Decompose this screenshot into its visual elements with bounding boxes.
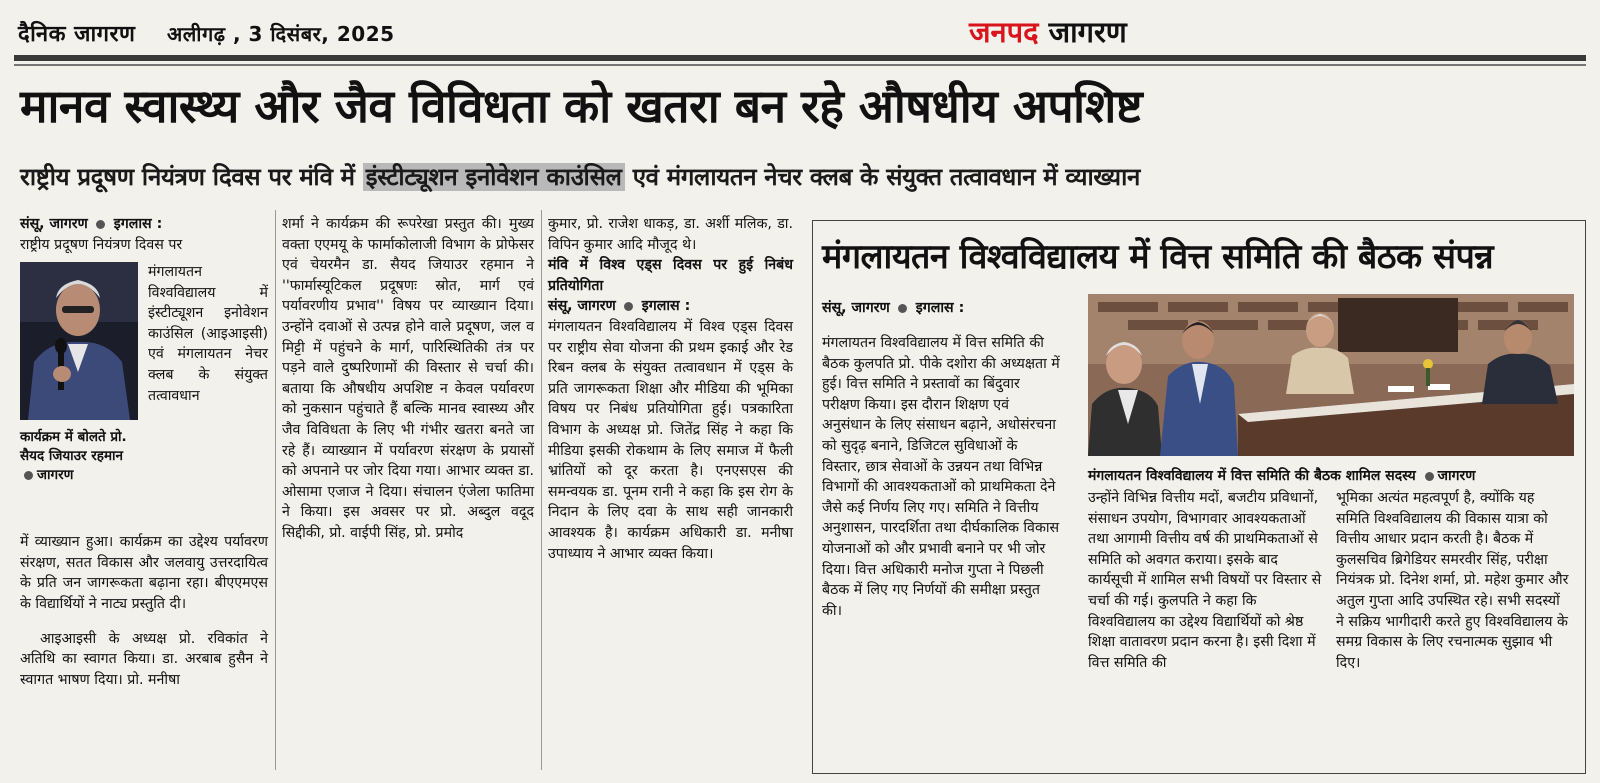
column-divider xyxy=(541,210,542,770)
story1-col3-para1: कुमार, प्रो. राजेश धाकड़, डा. अर्शी मलिक, डा. विपिन कुमार आदि मौजूद थे। xyxy=(548,216,793,253)
aids-story-body: मंगलायतन विश्वविद्यालय में विश्व एड्स दिवस पर राष्ट्रीय सेवा योजना की प्रथम इकाई और रेड रिबन क्लब के संयुक्त तत्वावधान में एड्स के प्रति जागरूकता शिक्षा और मीडिया की भूमिका विषय पर निबंध प्रतियोगिता हुई। पत्रकारिता विभाग के अध्यक्ष प्रो. जितेंद्र सिंह ने कहा कि मीडिया इसकी रोकथाम के लिए समाज में फैली भ्रांतियों को दूर करता है। एनएसएस की समन्वयक डा. पूनम रानी ने कहा कि इस रोग के निदान के लिए दवा के साथ सही जानकारी आवश्यक है। कार्यक्रम अधिकारी डा. मनीषा उपाध्याय ने आभार व्यक्त किया। xyxy=(548,318,793,562)
story1-column1-bottom xyxy=(20,518,268,705)
finance-photo-caption xyxy=(1088,466,1574,486)
aids-dateline xyxy=(548,296,793,317)
story1-column2: शर्मा ने कार्यक्रम की रूपरेखा प्रस्तुत की। मुख्य वक्ता एएमयू के फार्माकोलाजी विभाग के प्रोफेसर एवं चेयरमैन डा. सैयद जियाउर रहमान ने ''फार्मास्यूटिकल प्रदूषणः स्रोत, मार्ग एवं पर्यावरणीय प्रभाव'' विषय पर व्याख्यान दिया। उन्होंने दवाओं से उत्पन्न होने वाले प्रदूषण, जल व मिट्टी में पहुंचने के मार्ग, पारिस्थितिकी तंत्र पर पड़ने वाले दुष्परिणामों की विस्तार से चर्चा की। बताया कि औषधीय अपशिष्ट न केवल पर्यावरण को नुकसान पहुंचाते हैं बल्कि मानव स्वास्थ्य और जैव विविधता के लिए भी गंभीर खतरा बनते जा रहे हैं। व्याख्यान में पर्यावरण संरक्षण के प्रयासों को अपनाने पर जोर दिया गया। आभार व्यक्त डा. ओसामा एजाज ने दिया। संचालन एंजेला फातिमा ने किया। इस अवसर पर प्रो. अब्दुल वदूद सिद्दीकी, प्रो. वाईपी सिंह, प्रो. प्रमोद xyxy=(282,216,534,541)
speaker-photo-image xyxy=(20,262,138,420)
masthead-left xyxy=(18,18,395,48)
column-divider xyxy=(275,210,276,770)
finance-dateline xyxy=(822,298,1060,319)
bullet-dot-icon xyxy=(96,220,105,229)
caption1-credit: जागरण xyxy=(37,467,74,483)
story1-column1-top xyxy=(20,214,268,255)
finance-meeting-photo-image xyxy=(1088,294,1574,456)
section-title-red: जनपद xyxy=(969,15,1039,49)
story1-dateline xyxy=(20,214,268,235)
story1-intro: राष्ट्रीय प्रदूषण नियंत्रण दिवस पर xyxy=(20,236,183,253)
story1-para2: आइआइसी के अध्यक्ष प्रो. रविकांत ने अतिथि का स्वागत किया। डा. अरबाब हुसैन ने स्वागत भाषण दिया। प्रो. मनीषा xyxy=(20,630,268,688)
masthead-rule xyxy=(14,55,1586,61)
aids-day-subtitle: मंवि में विश्व एड्स दिवस पर हुई निबंध प्रतियोगिता xyxy=(548,257,793,294)
finance-col1-body: मंगलायतन विश्वविद्यालय में वित्त समिति की बैठक कुलपति प्रो. पीके दशोरा की अध्यक्षता में हुई। वित्त समिति ने प्रस्तावों का बिंदुवार परीक्षण किया। इस दौरान शिक्षण एवं अनुसंधान के लिए संसाधन बढ़ाने, अधोसंरचना को सुदृढ़ बनाने, डिजिटल सुविधाओं के विस्तार, छात्र सेवाओं के उन्नयन तथा विभिन्न विभागों की आवश्यकताओं को प्राथमिकता देने जैसे कई निर्णय लिए गए। समिति ने वित्तीय अनुशासन, पारदर्शिता तथा दीर्घकालिक विकास योजनाओं को और प्रभावी बनाने पर भी जोर दिया। वित्त अधिकारी मनोज गुप्ता ने पिछली बैठक में लिए गए निर्णयों की समीक्षा प्रस्तुत की। xyxy=(822,334,1060,619)
main-headline: मानव स्वास्थ्य और जैव विविधता को खतरा बन रहे औषधीय अपशिष्ट xyxy=(20,79,1143,133)
aids-place: इगलास : xyxy=(641,298,691,315)
story1-byline: संसू, जागरण xyxy=(20,216,88,232)
finance-column2: उन्होंने विभिन्न वित्तीय मदों, बजटीय प्रविधानों, संसाधन उपयोग, विभागवार आवश्यकताओं तथा आगामी वित्तीय वर्ष की प्राथमिकताओं से समिति को अवगत कराया। इसके बाद कार्यसूची में शामिल सभी विषयों पर विस्तार से चर्चा की गई। कुलपति ने कहा कि विश्वविद्यालय का उद्देश्य विद्यार्थियों को श्रेष्ठ शिक्षा वातावरण प्रदान करना है। इसी दिशा में वित्त समिति की xyxy=(1088,490,1322,671)
finance-committee-title: मंगलायतन विश्वविद्यालय में वित्त समिति की बैठक संपन्न xyxy=(822,237,1494,277)
masthead-rule-thin xyxy=(14,64,1586,66)
bullet-dot-icon xyxy=(898,304,907,313)
finance-byline: संसू, जागरण xyxy=(822,300,890,317)
section-title-black: जागरण xyxy=(1048,15,1127,49)
story1-place: इगलास : xyxy=(113,216,163,232)
caption2-credit: जागरण xyxy=(1437,468,1476,484)
section-title xyxy=(969,12,1127,51)
finance-column3: भूमिका अत्यंत महत्वपूर्ण है, क्योंकि यह समिति विश्वविद्यालय की विकास यात्रा को वित्तीय आधार प्रदान करती है। बैठक में कुलसचिव ब्रिगेडियर समरवीर सिंह, परीक्षा नियंत्रक प्रो. दिनेश शर्मा, प्रो. महेश कुमार और अतुल गुप्ता आदि उपस्थित रहे। सभी सदस्यों ने सक्रिय भागीदारी करते हुए विश्वविद्यालय के समग्र विकास के लिए रचनात्मक सुझाव भी दिए। xyxy=(1336,490,1569,671)
speaker-photo-caption xyxy=(20,428,138,485)
newspaper-brand: दैनिक जागरण xyxy=(18,22,136,47)
bullet-dot-icon xyxy=(24,471,33,480)
story1-column3 xyxy=(548,214,793,564)
masthead xyxy=(14,8,1586,48)
finance-column1 xyxy=(822,284,1060,635)
city-date: अलीगढ़ , 3 दिसंबर, 2025 xyxy=(166,22,395,46)
caption1-text: कार्यक्रम में बोलते प्रो. सैयद जियाउर रहमान xyxy=(20,429,127,464)
sub-headline xyxy=(20,160,1140,193)
subhead-highlight: इंस्टीट्यूशन इनोवेशन काउंसिल xyxy=(363,163,625,191)
story1-column1-side: मंगलायतन विश्वविद्यालय में इंस्टीट्यूशन इनोवेशन काउंसिल (आइआइसी) एवं मंगलायतन नेचर क्लब के संयुक्त तत्वावधान xyxy=(148,264,268,404)
finance-meeting-photo xyxy=(1088,294,1574,456)
subhead-part1: राष्ट्रीय प्रदूषण नियंत्रण दिवस पर मंवि में xyxy=(20,163,363,191)
bullet-dot-icon xyxy=(1425,472,1434,481)
finance-place: इगलास : xyxy=(915,300,965,317)
bullet-dot-icon xyxy=(624,302,633,311)
story1-para1: में व्याख्यान हुआ। कार्यक्रम का उद्देश्य पर्यावरण संरक्षण, सतत विकास और जलवायु उत्तरदायित्व के प्रति जन जागरूकता बढ़ाना रहा। बीएएमएस के विद्यार्थियों ने नाट्य प्रस्तुति दी। xyxy=(20,534,268,612)
aids-byline: संसू, जागरण xyxy=(548,298,616,315)
speaker-photo xyxy=(20,262,138,420)
caption2-text: मंगलायतन विश्वविद्यालय में वित्त समिति की बैठक शामिल सदस्य xyxy=(1088,468,1416,484)
subhead-part2: एवं मंगलायतन नेचर क्लब के संयुक्त तत्वावधान में व्याख्यान xyxy=(624,163,1141,191)
